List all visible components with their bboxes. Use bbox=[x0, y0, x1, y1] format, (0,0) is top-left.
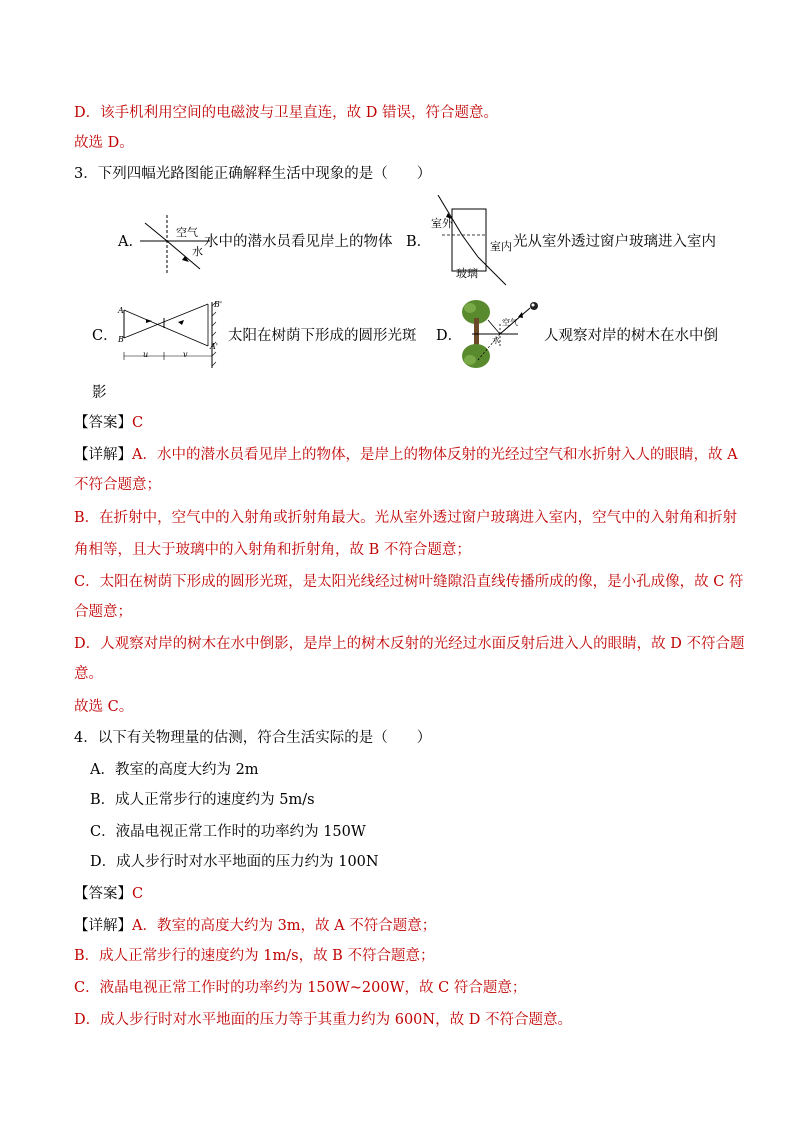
q3-option-d-diagram bbox=[458, 298, 544, 370]
q3-detail-d2: 意。 bbox=[74, 666, 103, 682]
q2-detail-d: D．该手机利用空间的电磁波与卫星直连，故 D 错误，符合题意。 bbox=[74, 105, 498, 121]
q3-option-a-letter: A． bbox=[118, 234, 143, 250]
q3-a-air-label: 空气 bbox=[176, 226, 198, 239]
q4-option-a: A．教室的高度大约为 2m bbox=[90, 762, 259, 778]
q3-c-v-label: v bbox=[183, 350, 188, 359]
q4-answer bbox=[74, 884, 143, 904]
q3-detail-a1-text: A．水中的潜水员看见岸上的物体，是岸上的物体反射的光经过空气和水折射入人的眼睛，故 A bbox=[132, 447, 738, 463]
q4-detail-a bbox=[74, 916, 436, 936]
q4-answer-label: 【答案】 bbox=[74, 886, 132, 902]
q3-detail-b1: B．在折射中，空气中的入射角或折射角最大。光从室外透过窗户玻璃进入室内，空气中的入射角和折射 bbox=[74, 510, 738, 526]
q3-b-glass-label: 玻璃 bbox=[456, 267, 478, 280]
q3-c-u-label: u bbox=[143, 350, 149, 359]
q4-option-b: B．成人正常步行的速度约为 5m/s bbox=[90, 792, 315, 808]
q4-answer-value: C bbox=[132, 886, 144, 902]
q4-option-d: D．成人步行时对水平地面的压力约为 100N bbox=[90, 854, 379, 870]
q3-stem: 3．下列四幅光路图能正确解释生活中现象的是（ ） bbox=[74, 166, 432, 182]
q2-choose: 故选 D。 bbox=[74, 135, 134, 151]
q3-option-d-letter: D． bbox=[436, 328, 463, 344]
q3-option-d-text: 人观察对岸的树木在水中倒 bbox=[544, 328, 718, 344]
q3-option-c-diagram bbox=[116, 298, 226, 373]
q3-detail-c1: C．太阳在树荫下形成的圆形光斑，是太阳光线经过树叶缝隙沿直线传播所成的像，是小孔成像，故 C 符 bbox=[74, 574, 744, 590]
q4-option-c: C．液晶电视正常工作时的功率约为 150W bbox=[90, 824, 366, 840]
q4-detail-d: D．成人步行时对水平地面的压力等于其重力约为 600N，故 D 不符合题意。 bbox=[74, 1012, 572, 1028]
q3-c-b-label: B bbox=[118, 335, 124, 344]
q3-detail-a1 bbox=[74, 445, 738, 465]
q3-option-d-text-cont: 影 bbox=[92, 385, 107, 401]
q3-d-air-label: 空气 bbox=[502, 318, 518, 327]
q3-detail-label: 【详解】 bbox=[74, 447, 132, 463]
q3-option-a-text: 水中的潜水员看见岸上的物体 bbox=[204, 234, 393, 250]
q4-detail-a-text: A．教室的高度大约为 3m，故 A 不符合题意； bbox=[132, 918, 437, 934]
q3-detail-c2: 合题意； bbox=[74, 604, 132, 620]
q3-option-c-letter: C． bbox=[92, 328, 118, 344]
q3-c-aprime-label: A' bbox=[210, 342, 218, 351]
q3-answer-label: 【答案】 bbox=[74, 415, 132, 431]
q3-option-c-text: 太阳在树荫下形成的圆形光斑 bbox=[228, 328, 417, 344]
q4-detail-b: B．成人正常步行的速度约为 1m/s，故 B 不符合题意； bbox=[74, 948, 435, 964]
q3-choose: 故选 C。 bbox=[74, 699, 134, 715]
q3-c-a-label: A bbox=[118, 306, 124, 315]
q3-option-b-text: 光从室外透过窗户玻璃进入室内 bbox=[513, 234, 716, 250]
q3-option-b-letter: B． bbox=[406, 234, 432, 250]
q3-answer-value: C bbox=[132, 415, 144, 431]
q3-detail-b2: 角相等，且大于玻璃中的入射角和折射角，故 B 不符合题意； bbox=[74, 542, 471, 558]
q3-a-water-label: 水 bbox=[192, 245, 203, 258]
q4-detail-c: C．液晶电视正常工作时的功率约为 150W~200W，故 C 符合题意； bbox=[74, 980, 527, 996]
q3-c-bprime-label: B' bbox=[214, 300, 223, 309]
q3-detail-d1: D．人观察对岸的树木在水中倒影，是岸上的树木反射的光经过水面反射后进入人的眼睛，故 D 不符合题 bbox=[74, 636, 745, 652]
q3-d-water-label: 水 bbox=[492, 336, 500, 345]
q4-stem: 4．以下有关物理量的估测，符合生活实际的是（ ） bbox=[74, 730, 432, 746]
q3-detail-a2: 不符合题意； bbox=[74, 477, 161, 493]
q3-answer bbox=[74, 413, 143, 433]
q3-b-inside-label: 室内 bbox=[490, 240, 512, 253]
q3-b-outside-label: 室外 bbox=[431, 217, 453, 230]
q4-detail-label: 【详解】 bbox=[74, 918, 132, 934]
